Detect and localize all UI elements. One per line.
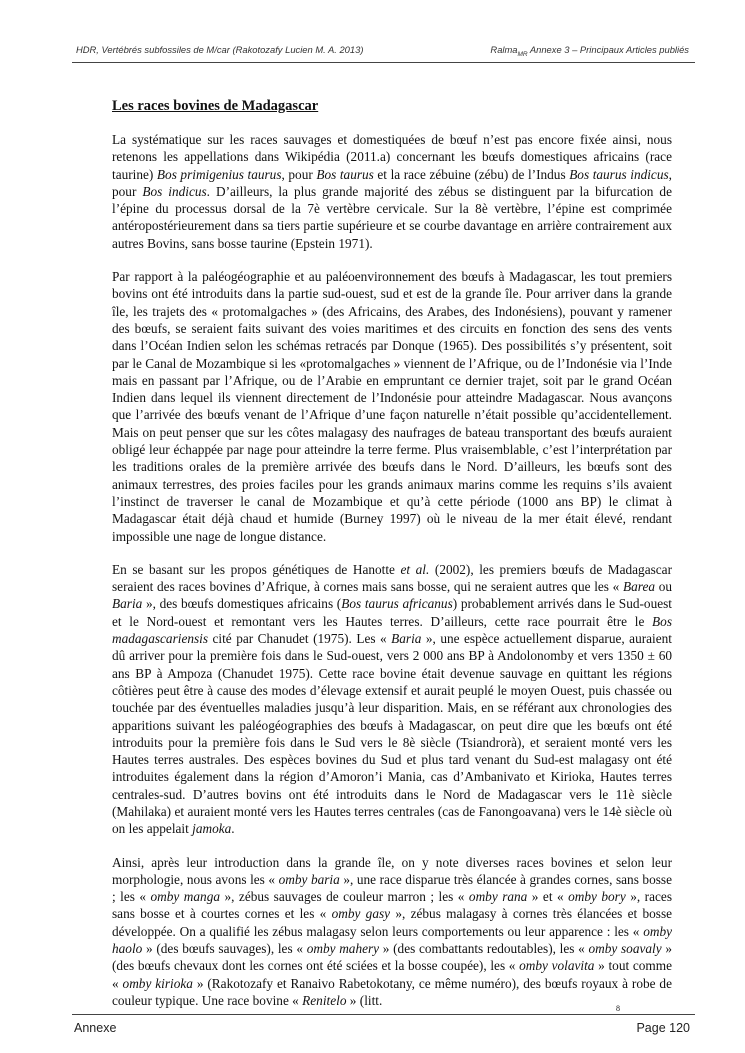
header-left-title: HDR, Vertébrés subfossiles de M/car (Rakotozafy Lucien M. A. 2013) [76, 44, 364, 55]
italic-term: Bos taurus [316, 166, 374, 182]
footer-page-number: Page 120 [636, 1021, 690, 1035]
header-right-suffix: Annexe 3 – Principaux Articles publiés [527, 44, 689, 55]
italic-term: Barea [623, 579, 656, 595]
text-run: . [231, 821, 235, 837]
text-run: » et « [527, 889, 569, 905]
paragraph-3 [112, 561, 672, 838]
text-run: », une race disparue très élancée à grandes cornes, sans bosse ; les « [112, 871, 672, 905]
paragraph-1 [112, 131, 672, 252]
italic-term: omby soavaly [588, 941, 662, 957]
italic-term: Renitelo [302, 992, 347, 1008]
text-run: ) probablement arrivés dans le Sud-ouest et le Nord-ouest et remontant vers les Hautes terres. D’ailleurs, cette race pourrait être le [112, 596, 672, 629]
italic-term: omby volavita [519, 958, 595, 974]
text-run: cité par Chanudet (1975). Les « [208, 631, 392, 647]
header-right-prefix: Ralma [490, 44, 518, 55]
header-right-subscript: MR [517, 50, 528, 58]
italic-term: omby rana [468, 889, 528, 905]
italic-term: omby gasy [331, 906, 391, 922]
text-run: », des bœufs domestiques africains ( [142, 596, 342, 612]
italic-term: omby bory [568, 889, 626, 905]
text-run: ou [655, 579, 673, 595]
paragraph-4 [112, 854, 672, 1010]
text-run: , pour [112, 166, 672, 199]
text-run: » (litt. [346, 992, 383, 1008]
italic-term: jamoka [192, 821, 232, 837]
footer-rule [72, 1014, 695, 1015]
italic-term: et al. [400, 561, 430, 577]
text-run: » (des combattants redoutables), les « [379, 941, 589, 957]
text-run: », races sans bosse et à courtes cornes et les « [112, 889, 672, 922]
italic-term: Baria [112, 596, 143, 612]
italic-term: Bos primigenius taurus [156, 166, 282, 182]
italic-term: Baria [391, 631, 422, 647]
text-run: » (des bœufs chevaux dont les cornes ont été sciées et la bosse coupée), les « [112, 941, 672, 974]
italic-term: omby baria [278, 871, 340, 887]
text-run: La systématique sur les races sauvages et domestiquées de bœuf n’est pas encore fixée ainsi, nous retenons les appellations dans Wikipédia (2011.a) concernant les bœufs domestiques africains (race taurine) [112, 132, 672, 182]
text-run: » tout comme « [112, 958, 672, 991]
italic-term: omby kirioka [122, 975, 193, 991]
italic-term: Bos taurus africanus [341, 596, 453, 612]
italic-term: Bos madagascariensis [112, 613, 672, 647]
text-run: Ainsi, après leur introduction dans la grande île, on y note diverses races bovines et selon leur morphologie, nous avons les « [112, 854, 672, 887]
text-run: », une espèce actuellement disparue, auraient dû arriver pour la première fois dans le Sud-ouest, vers 2 000 ans BP à Andolonomby et vers 1350 ± 60 ans BP à Ampoza (Chanudet 1975). Cette race bovine était devenue sauvage en quittant les régions côtières peut être à cause des modes d’élevage extensif et aurait peuplé le moyen Ouest, puis chassée ou touchée par des éventuelles maladies jusqu’à leur disparition. Mais, en se référant aux chronologies des apparitions suivant les paléogéographies des bœufs à Madagascar, on peut dire que les bœufs ont été introduits pour la première fois dans le Sud vers le 8è siècle (Tsiandrorà), et seraient monté vers les Hautes terres australes. Des espèces bovines du Sud et plus tard venant du Sud-est malagasy ont été introduites également dans la région d’Amoron’i Mania, cas d’Ambanivato et Kirioka, Hautes terres centrales-sud. D’autres bovins ont été introduits dans le Nord de Madagascar vers le 11è siècle (Mahilaka) et auraient monté vers les Hautes terres centrales (cas de Fanongoavana) vers le 14è siècle où on les appelait [112, 631, 672, 837]
text-run: . D’ailleurs, la plus grande majorité des zébus se distinguent par la bifurcation de l’épine du processus dorsal de la 7è vertèbre cervicale. Sur la 8è vertèbre, l’épine est comprimée antéropostérieurement dans sa tiers partie supérieure et se courbe davantage en arrière contrairement aux autres Bovins, sans bosse taurine (Epstein 1971). [112, 183, 672, 251]
footer-left-label: Annexe [74, 1021, 117, 1035]
text-run: », zébus malagasy à cornes très élancées et bosse développée. On a qualifié les zébus malagasy selon leurs comportements ou leur apparence : les « [112, 906, 673, 939]
text-run: En se basant sur les propos génétiques de Hanotte [112, 561, 401, 577]
text-run: et la race zébuine (zébu) de l’Indus [373, 166, 570, 182]
italic-term: omby mahery [306, 941, 380, 957]
italic-term: Bos taurus indicus [569, 166, 669, 182]
text-run: , pour [281, 166, 317, 182]
paragraph-2: Par rapport à la paléogéographie et au paléoenvironnement des bœufs à Madagascar, les tout premiers bovins ont été introduits dans la partie sud-ouest, sud et est de la grande île. Pour arriver dans la grande île, les trajets des « protomalgaches » (des Africains, des Arabes, des Indonésiens), pouvant y ramener des bœufs, se seraient faits suivant des voies maritimes et des circuits en fonction des sens des vents dans l’Océan Indien selon les schémas retracés par Donque (1965). Des possibilités s’y présentent, soit par le Canal de Mozambique si les «protomalgaches » viennent de l’Afrique, ou de l’Indonésie via l’Inde mais en passant par l’Afrique, ou de l’Arabie en empruntant ce dernier trajet, soit par le grand Océan Indien dans lequel ils viennent directement de l’Indonésie pour atteindre Madagascar. Nous avançons que l’arrivée des bœufs venant de l’Afrique d’une façon naturelle n’était possible qu’accidentellement. Mais on peut penser que sur les côtes malagasy des naufrages de bateau transportant des bœufs auraient obligé leur échappée par nage pour atteindre la terre ferme. Plus vraisemblable, c’est l’interprétation par les traditions orales de la première arrivée des bœufs dans le Nord. D’ailleurs, les bœufs sont des animaux terrestres, des proies faciles pour les grands animaux marins comme les requins s’ils avaient l’instinct de traverser le canal de Mozambique et qu’à cette période (1000 ans BP) le climat à Madagascar était déjà chaud et humide (Burney 1997) où le niveau de la mer était élevé, rendant impossible une nage de longue distance. [112, 269, 672, 544]
small-page-number: 8 [616, 1004, 620, 1013]
italic-term: Bos indicus [142, 183, 207, 199]
text-run: » (Rakotozafy et Ranaivo Rabetokotany, ce même numéro), des bœufs royaux à robe de couleur typique. Une race bovine « [112, 975, 672, 1008]
italic-term: omby manga [150, 889, 221, 905]
article-body [112, 98, 672, 1025]
text-run: » (des bœufs sauvages), les « [142, 941, 307, 957]
text-run: (2002), les premiers bœufs de Madagascar seraient des races bovines d’Afrique, à cornes mais sans bosse, qui ne seraient autres que les « [112, 561, 673, 595]
italic-term: omby haolo [112, 923, 672, 957]
article-title: Les races bovines de Madagascar [112, 98, 319, 114]
text-run: », zébus sauvages de couleur marron ; les « [220, 889, 469, 905]
